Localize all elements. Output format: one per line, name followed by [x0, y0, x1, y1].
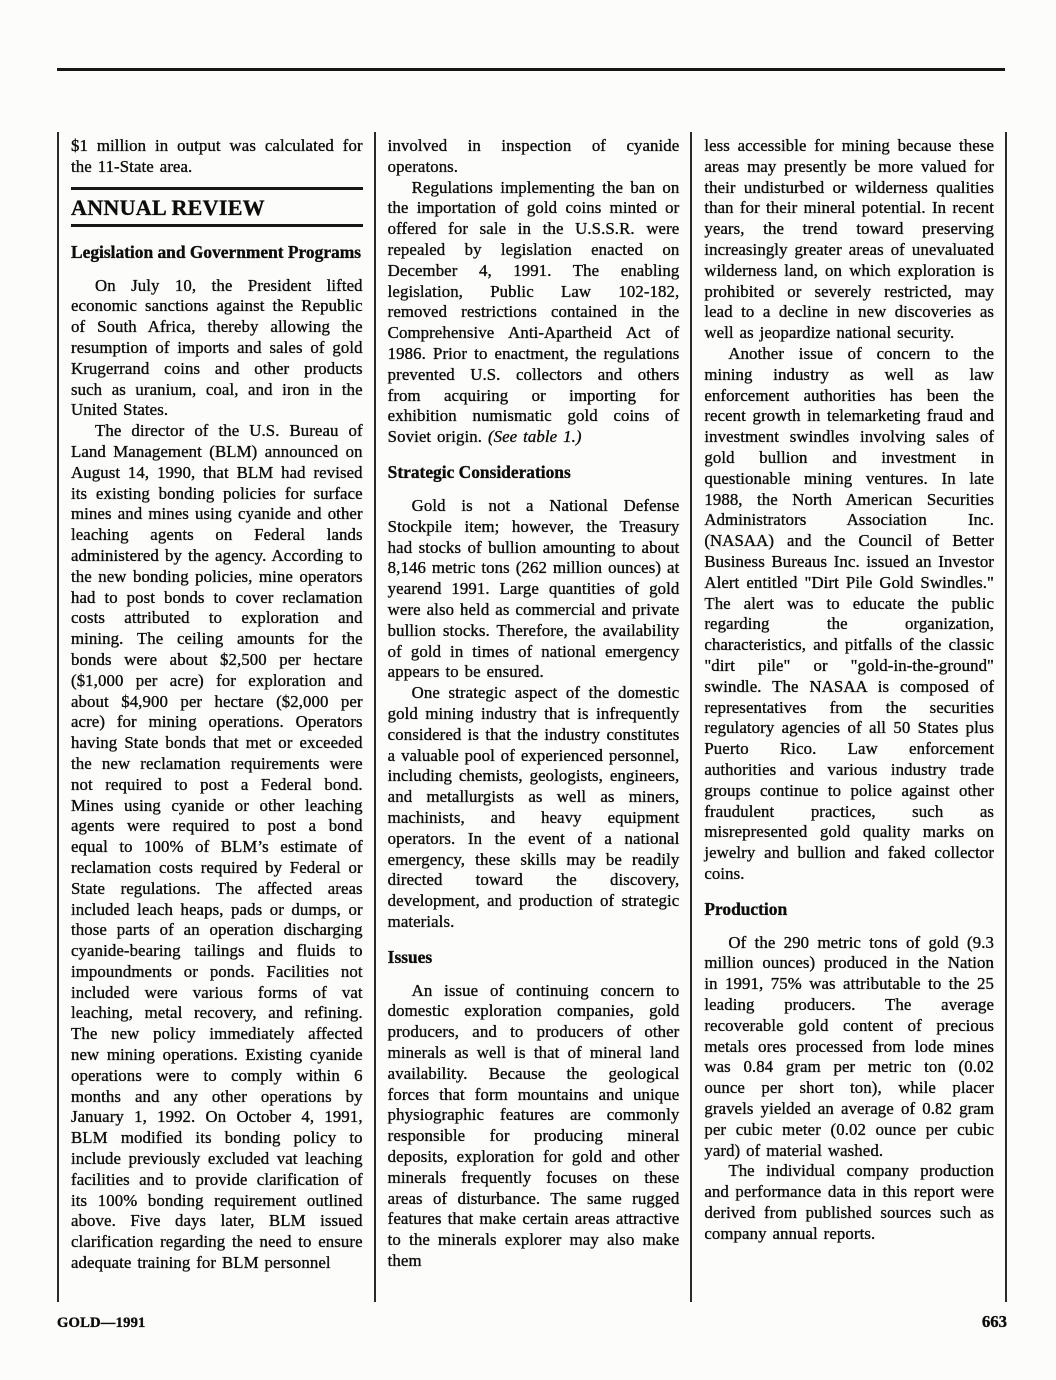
paragraph-sanctions-lifted: On July 10, the President lifted economic sanctions against the Republic of South Africa, thereby allowing the resumption of imports and sales of gold Krugerrand coins and other products such as uranium, coal, and iron in the United States. — [71, 275, 363, 420]
paragraph-stockpile-bullion: Gold is not a National Defense Stockpile item; however, the Treasury had stocks of bullion amounting to about 8,146 metric tons (262 million ounces) at yearend 1991. Large quantities of gold were also held as commercial and private bullion stocks. Therefore, the availability of gold in times of national emergency appears to be ensured. — [387, 495, 680, 682]
content-columns — [57, 132, 1007, 1302]
paragraph-company-data-sources: The individual company production and performance data in this report were derived from published sources such as company annual reports. — [704, 1161, 995, 1243]
subheading-issues: Issues — [387, 946, 433, 967]
footer-publication-label: GOLD—1991 — [57, 1315, 146, 1331]
text-column-left — [57, 132, 374, 1302]
paragraph-gold-coin-import-ban — [388, 178, 680, 448]
paragraph-mineral-land-availability: An issue of continuing concern to domestic exploration companies, gold producers, and to producers of other minerals as well is that of mineral land availability. Because the geological forces that form mountains and unique physiographic features are commonly responsible for producing mineral deposits, exploration for gold and other minerals frequently focuses on these areas of disturbance. The same rugged features that make certain areas attractive to the minerals explorer may also make them — [387, 980, 680, 1271]
top-page-rule — [57, 68, 1005, 71]
text-column-right — [690, 132, 1007, 1302]
continuation-paragraph-cyanide-inspection: involved in inspection of cyanide operatons. — [387, 136, 680, 176]
continuation-paragraph-output: $1 million in output was calculated for the 11-State area. — [71, 136, 363, 176]
paragraph-experienced-personnel: One strategic aspect of the domestic gold mining industry that is infrequently considered is that the industry constitutes a valuable pool of experienced personnel, including chemists, geologists, engineers, and metallurgists as well as miners, machinists, and heavy equipment operators. In the event of a national emergency, these skills may be readily directed toward the discovery, development, and production of strategic materials. — [387, 683, 680, 931]
footer-page-number: 663 — [981, 1312, 1007, 1331]
paragraph-gold-coin-import-ban-text: Regulations implementing the ban on the importation of gold coins minted or offered for sale in the U.S.S.R. were repealed by legislation enacted on December 4, 1991. The enabling legislation, Public Law 102-182, removed restrictions contained in the Comprehensive Anti-Apartheid Act of 1986. Prior to enactment, the regulations prevented U.S. collectors and others from acquiring or importing for exhibition numismatic gold coins of Soviet origin. — [387, 177, 680, 447]
see-table-note: (See table 1.) — [487, 427, 582, 447]
section-heading-annual-review: ANNUAL REVIEW — [71, 194, 265, 220]
running-footer — [57, 1312, 1007, 1332]
paragraph-production-statistics: Of the 290 metric tons of gold (9.3 million ounces) produced in the Nation in 1991, 75% was attributable to the 25 leading producers. The average recoverable gold content of precious metals ores processed from lode mines was 0.84 gram per metric ton (0.02 ounce per short ton), while placer gravels yielded an average of 0.82 gram per cubic meter (0.02 ounce per cubic yard) of material washed. — [704, 932, 995, 1160]
text-column-center — [374, 132, 691, 1302]
continuation-paragraph-wilderness: less accessible for mining because these areas may presently be more valued for their undisturbed or wilderness qualities than for their mineral potential. In recent years, the trend toward preserving increasingly greater areas of unevaluated wilderness land, on which exploration is prohibited or severely restricted, may lead to a decline in new discoveries as well as jeopardize national security. — [704, 136, 995, 343]
paragraph-blm-bonding-policies: The director of the U.S. Bureau of Land Management (BLM) announced on August 14, 1990, that BLM had revised its existing bonding policies for surface mines and mines using cyanide and other leaching agents on Federal lands administered by the agency. According to the new bonding policies, mine operators had to post bonds to cover reclamation costs attributed to exploration and mining. The ceiling amounts for the bonds were about $2,500 per hectare ($1,000 per acre) for exploration and about $4,900 per hectare ($2,000 per acre) for mining operations. Operators having State bonds that met or exceeded the new reclamation requirements were not required to post a Federal bond. Mines using cyanide or other leaching agents were required to post a bond equal to 100% of BLM’s estimate of reclamation costs required by Federal or State regulations. The affected areas included leach heaps, pads or dumps, or those parts of an operation discharging cyanide-bearing tailings and fluids to impoundments or ponds. Facilities not included were various forms of vat leaching, metal recovery, and refining. The new policy immediately affected new mining operations. Existing cyanide operations were to comply within 6 months and any other operations by January 1, 1992. On October 4, 1991, BLM modified its bonding policy to include previously excluded vat leaching facilities and to provide clarification of its 100% bonding requirement outlined above. Five days later, BLM issued clarification regarding the need to ensure adequate training for BLM personnel — [71, 421, 363, 1273]
subheading-strategic-considerations: Strategic Considerations — [387, 461, 571, 482]
subheading-legislation-and-government-programs: Legislation and Government Programs — [71, 241, 361, 262]
subheading-production: Production — [704, 898, 788, 919]
paragraph-telemarketing-fraud: Another issue of concern to the mining industry as well as law enforcement authorities has been the recent growth in telemarketing fraud and investment swindles involving sales of gold bullion and investment in questionable mining ventures. In late 1988, the North American Securities Administrators Association Inc. (NASAA) and the Council of Better Business Bureaus Inc. issued an Investor Alert entitled "Dirt Pile Gold Swindles." The alert was to educate the public regarding the organization, characteristics, and pitfalls of the classic "dirt pile" or "gold-in-the-ground" swindle. The NASAA is composed of representatives from the securities regulatory agencies of all 50 States plus Puerto Rico. Law enforcement authorities and various industry trade groups continue to police against other fraudulent practices, such as misrepresented gold quality marks on jewelry and bullion and faked collector coins. — [704, 343, 995, 883]
annual-review-heading-block — [71, 187, 363, 227]
